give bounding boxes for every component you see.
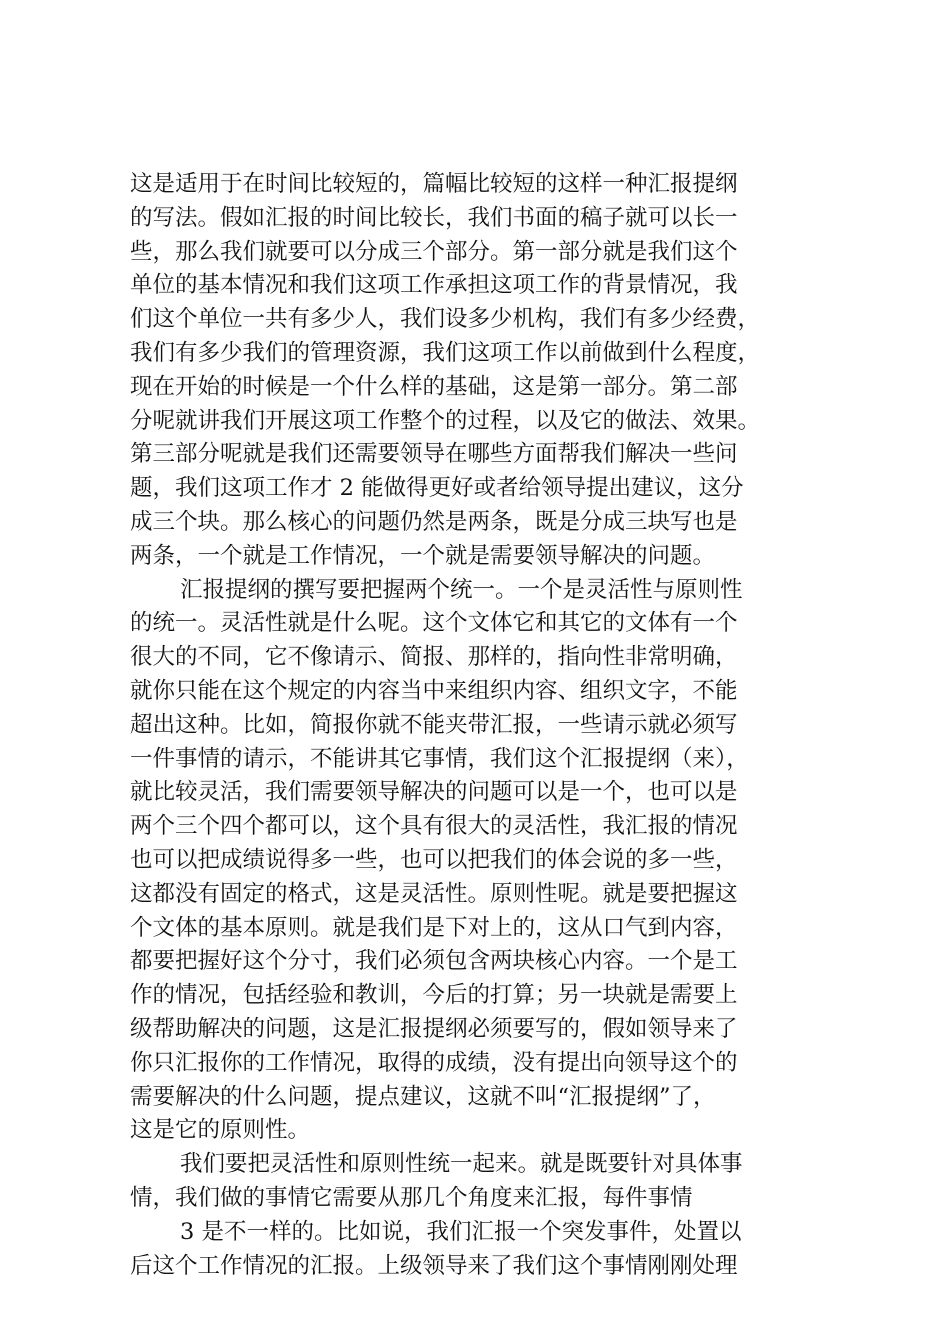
text-line: 后这个工作情况的汇报。上级领导来了我们这个事情刚刚处理	[130, 1252, 738, 1279]
text-line: 这是适用于在时间比较短的，篇幅比较短的这样一种汇报提纲	[130, 171, 738, 197]
text-line: 很大的不同，它不像请示、简报、那样的，指向性非常明确，	[130, 644, 738, 671]
text-line: 你只汇报你的工作情况，取得的成绩，没有提出向领导这个的	[130, 1049, 738, 1076]
text-line: 题，我们这项工作才 2 能做得更好或者给领导提出建议，这分	[130, 475, 744, 502]
text-line: 超出这种。比如，简报你就不能夹带汇报，一些请示就必须写	[130, 711, 738, 738]
text-line: 两个三个四个都可以，这个具有很大的灵活性，我汇报的情况	[130, 813, 738, 840]
text-line: 这都没有固定的格式，这是灵活性。原则性呢。就是要把握这	[130, 880, 738, 907]
text-line: 情，我们做的事情它需要从那几个角度来汇报，每件事情	[130, 1184, 693, 1211]
text-line: 就你只能在这个规定的内容当中来组织内容、组织文字，不能	[130, 677, 738, 704]
text-line: 们这个单位一共有多少人，我们设多少机构，我们有多少经费，	[130, 306, 761, 333]
text-line: 需要解决的什么问题，提点建议，这就不叫“汇报提纲”了，	[130, 1083, 716, 1110]
body-text	[130, 168, 820, 1283]
text-line: 现在开始的时候是一个什么样的基础，这是第一部分。第二部	[130, 373, 738, 400]
text-line: 成三个块。那么核心的问题仍然是两条，既是分成三块写也是	[130, 508, 738, 535]
text-line: 这是它的原则性。	[130, 1117, 311, 1144]
text-line: 个文体的基本原则。就是我们是下对上的，这从口气到内容，	[130, 914, 738, 941]
text-line: 的写法。假如汇报的时间比较长，我们书面的稿子就可以长一	[130, 204, 738, 231]
text-line: 作的情况，包括经验和教训，今后的打算；另一块就是需要上	[130, 982, 738, 1009]
text-line: 也可以把成绩说得多一些，也可以把我们的体会说的多一些，	[130, 846, 738, 873]
text-line: 两条，一个就是工作情况，一个就是需要领导解决的问题。	[130, 542, 716, 569]
text-line: 级帮助解决的问题，这是汇报提纲必须要写的，假如领导来了	[130, 1015, 738, 1042]
text-line: 些，那么我们就要可以分成三个部分。第一部分就是我们这个	[130, 238, 738, 265]
text-line: 就比较灵活，我们需要领导解决的问题可以是一个，也可以是	[130, 779, 738, 806]
text-line: 我们要把灵活性和原则性统一起来。就是既要针对具体事	[180, 1151, 743, 1178]
text-line: 第三部分呢就是我们还需要领导在哪些方面帮我们解决一些问	[130, 441, 738, 468]
text-line: 3 是不一样的。比如说，我们汇报一个突发事件，处置以	[180, 1218, 742, 1245]
text-line: 汇报提纲的撰写要把握两个统一。一个是灵活性与原则性	[180, 576, 743, 603]
text-line: 一件事情的请示，不能讲其它事情，我们这个汇报提纲（来），	[130, 745, 749, 772]
text-line: 我们有多少我们的管理资源，我们这项工作以前做到什么程度，	[130, 339, 761, 366]
text-line: 都要把握好这个分寸，我们必须包含两块核心内容。一个是工	[130, 948, 738, 975]
text-line: 单位的基本情况和我们这项工作承担这项工作的背景情况，我	[130, 272, 738, 299]
text-line: 分呢就讲我们开展这项工作整个的过程，以及它的做法、效果。	[130, 407, 761, 434]
text-line: 的统一。灵活性就是什么呢。这个文体它和其它的文体有一个	[130, 610, 738, 637]
